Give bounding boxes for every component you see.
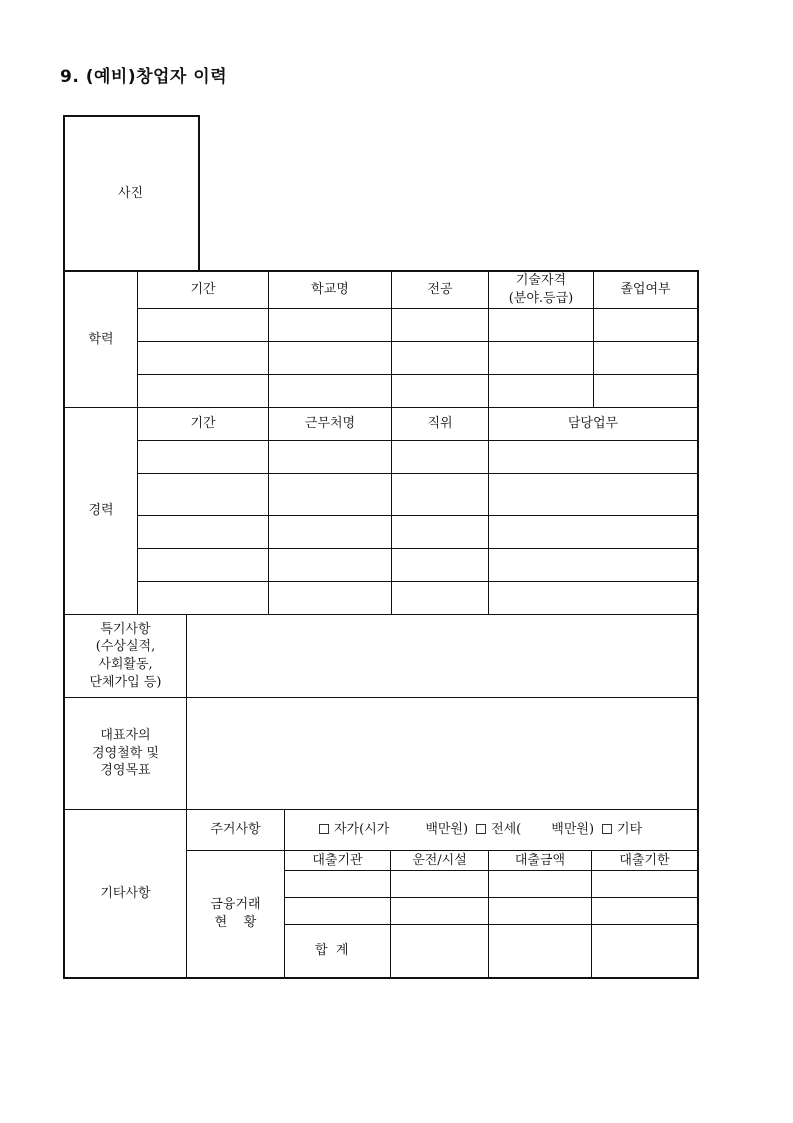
photo-label: 사진 xyxy=(117,185,144,201)
career-company-input-4[interactable] xyxy=(269,549,391,581)
career-position-input-4[interactable] xyxy=(392,549,488,581)
education-period-input-1[interactable] xyxy=(138,309,268,341)
education-major-input-2[interactable] xyxy=(392,342,488,374)
finance-type-input-2[interactable] xyxy=(391,898,488,924)
education-major-input-3[interactable] xyxy=(392,375,488,407)
photo-right-border xyxy=(198,115,200,272)
career-duties-input-1[interactable] xyxy=(489,441,697,473)
checkbox-icon[interactable] xyxy=(319,824,329,834)
education-major-input-1[interactable] xyxy=(392,309,488,341)
residence-options xyxy=(285,810,697,850)
finance-total-amount[interactable] xyxy=(489,925,591,977)
residence-lease-unit: 백만원) xyxy=(551,822,595,838)
education-school-input-2[interactable] xyxy=(269,342,391,374)
education-header-qualification: 기술자격 (분야.등급) xyxy=(508,273,574,306)
career-period-input-4[interactable] xyxy=(138,549,268,581)
table-bottom-border xyxy=(63,977,699,979)
career-position-input-1[interactable] xyxy=(392,441,488,473)
residence-lease-label: 전세( xyxy=(491,822,522,838)
finance-header-type: 운전/시설 xyxy=(412,852,467,868)
career-period-input-1[interactable] xyxy=(138,441,268,473)
career-period-input-2[interactable] xyxy=(138,474,268,515)
finance-total-label: 합 계 xyxy=(315,943,349,959)
education-school-input-3[interactable] xyxy=(269,375,391,407)
career-position-input-5[interactable] xyxy=(392,582,488,614)
education-graduation-input-3[interactable] xyxy=(594,375,697,407)
residence-label: 주거사항 xyxy=(210,822,261,838)
education-qualification-input-1[interactable] xyxy=(489,309,593,341)
career-company-input-1[interactable] xyxy=(269,441,391,473)
finance-header-amount: 대출금액 xyxy=(514,852,566,868)
finance-amount-input-1[interactable] xyxy=(489,871,591,897)
finance-amount-input-2[interactable] xyxy=(489,898,591,924)
residence-own-unit: 백만원) xyxy=(425,822,469,838)
career-duties-input-5[interactable] xyxy=(489,582,697,614)
finance-header-institution: 대출기관 xyxy=(312,852,363,868)
education-qualification-input-2[interactable] xyxy=(489,342,593,374)
career-duties-input-3[interactable] xyxy=(489,516,697,548)
education-header-graduation: 졸업여부 xyxy=(620,282,671,298)
finance-header-due: 대출기한 xyxy=(619,852,670,868)
career-position-input-2[interactable] xyxy=(392,474,488,515)
table-right-border xyxy=(697,270,699,979)
other-label: 기타사항 xyxy=(100,885,151,901)
finance-institution-input-1[interactable] xyxy=(285,871,390,897)
special-notes-label: 특기사항 (수상실적, 사회활동, 단체가입 등) xyxy=(89,621,162,690)
career-period-input-5[interactable] xyxy=(138,582,268,614)
education-header-major: 전공 xyxy=(427,282,453,298)
education-period-input-3[interactable] xyxy=(138,375,268,407)
checkbox-icon[interactable] xyxy=(476,824,486,834)
checkbox-icon[interactable] xyxy=(602,824,612,834)
career-period-input-3[interactable] xyxy=(138,516,268,548)
education-graduation-input-2[interactable] xyxy=(594,342,697,374)
residence-etc-label: 기타 xyxy=(617,822,643,838)
career-duties-input-2[interactable] xyxy=(489,474,697,515)
career-header-duties: 담당업무 xyxy=(567,416,619,432)
residence-own-option[interactable] xyxy=(319,821,389,839)
career-company-input-2[interactable] xyxy=(269,474,391,515)
career-company-input-5[interactable] xyxy=(269,582,391,614)
career-label: 경력 xyxy=(88,503,114,519)
career-header-company: 근무처명 xyxy=(304,416,356,432)
education-school-input-1[interactable] xyxy=(269,309,391,341)
finance-total-type[interactable] xyxy=(391,925,488,977)
education-header-school: 학교명 xyxy=(311,282,349,298)
finance-institution-input-2[interactable] xyxy=(285,898,390,924)
finance-due-input-2[interactable] xyxy=(592,898,697,924)
special-notes-input[interactable] xyxy=(187,615,697,697)
education-graduation-input-1[interactable] xyxy=(594,309,697,341)
career-duties-input-4[interactable] xyxy=(489,549,697,581)
education-label: 학력 xyxy=(88,332,114,348)
career-header-position: 직위 xyxy=(427,416,453,432)
finance-due-input-1[interactable] xyxy=(592,871,697,897)
philosophy-label: 대표자의 경영철학 및 경영목표 xyxy=(92,728,159,779)
career-header-period: 기간 xyxy=(190,416,216,432)
residence-lease-option[interactable] xyxy=(476,821,521,839)
education-qualification-input-3[interactable] xyxy=(489,375,593,407)
finance-label: 금융거래 현 황 xyxy=(210,897,261,930)
education-header-period: 기간 xyxy=(190,282,216,298)
page-title: 9. (예비)창업자 이력 xyxy=(60,67,228,87)
finance-total-due[interactable] xyxy=(592,925,697,977)
residence-own-label: 자가(시가 xyxy=(334,822,390,838)
finance-type-input-1[interactable] xyxy=(391,871,488,897)
philosophy-input[interactable] xyxy=(187,698,697,809)
career-company-input-3[interactable] xyxy=(269,516,391,548)
education-period-input-2[interactable] xyxy=(138,342,268,374)
career-position-input-3[interactable] xyxy=(392,516,488,548)
residence-etc-option[interactable] xyxy=(602,821,642,839)
